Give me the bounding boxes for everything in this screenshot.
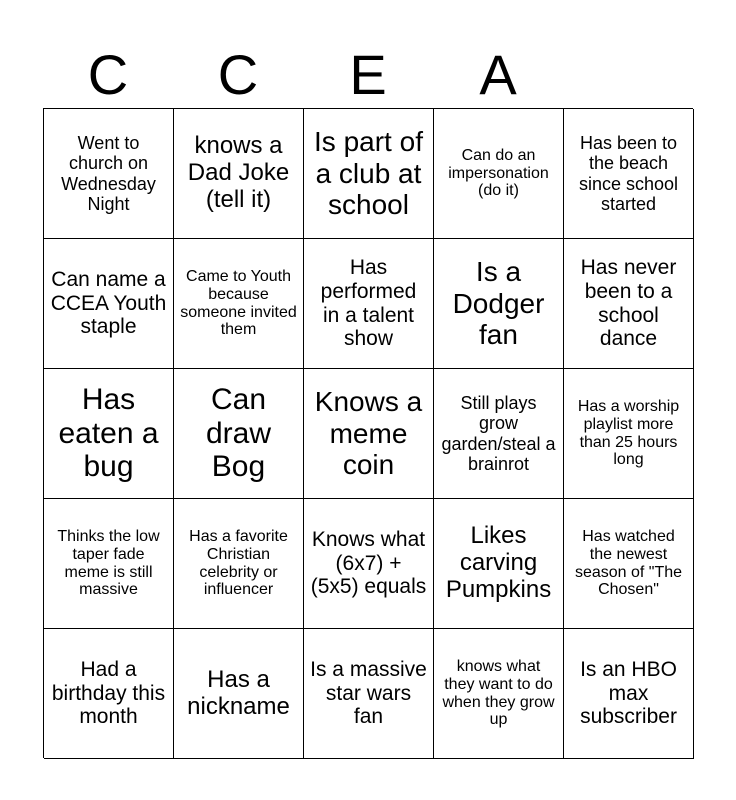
bingo-cell-r2c2[interactable]	[174, 239, 304, 369]
header-letter-2: C	[217, 43, 259, 106]
cell-text: Is a massive star wars fan	[310, 658, 427, 729]
bingo-cell-r3c1[interactable]	[44, 369, 174, 499]
bingo-cell-r4c2[interactable]	[174, 499, 304, 629]
cell-text: knows a Dad Joke (tell it)	[187, 132, 290, 213]
cell-text: Is part of a club at school	[314, 126, 423, 221]
cell-text: Is a Dodger fan	[452, 256, 545, 351]
bingo-cell-r1c3[interactable]	[304, 109, 434, 239]
bingo-cell-r4c4[interactable]	[434, 499, 564, 629]
bingo-board	[43, 108, 693, 758]
cell-text: Had a birthday this month	[51, 658, 166, 729]
bingo-cell-r4c5[interactable]	[564, 499, 694, 629]
cell-text: Went to church on Wednesday Night	[61, 133, 156, 214]
cell-text: Can name a CCEA Youth staple	[50, 268, 167, 339]
bingo-cell-r4c1[interactable]	[44, 499, 174, 629]
bingo-cell-r5c2[interactable]	[174, 629, 304, 759]
bingo-cell-r4c3[interactable]	[304, 499, 434, 629]
header-letter-4: A	[479, 43, 517, 106]
bingo-cell-r2c4[interactable]	[434, 239, 564, 369]
bingo-cell-r2c1[interactable]	[44, 239, 174, 369]
cell-text: Knows a meme coin	[314, 386, 423, 481]
header-letter-1: C	[87, 43, 129, 106]
cell-text: Has been to the beach since school started	[578, 133, 679, 214]
cell-text: Has eaten a bug	[58, 383, 159, 484]
cell-text: Still plays grow garden/steal a brainrot	[441, 393, 556, 474]
bingo-cell-r5c1[interactable]	[44, 629, 174, 759]
bingo-cell-r5c3[interactable]	[304, 629, 434, 759]
bingo-cell-r3c3[interactable]	[304, 369, 434, 499]
cell-text: Thinks the low taper fade meme is still massive	[57, 527, 160, 599]
cell-text: Has never been to a school dance	[580, 256, 677, 351]
cell-text: Has a worship playlist more than 25 hours long	[577, 397, 680, 469]
bingo-cell-r3c4[interactable]	[434, 369, 564, 499]
cell-text: Likes carving Pumpkins	[445, 522, 552, 603]
bingo-cell-r1c4[interactable]	[434, 109, 564, 239]
cell-text: Came to Youth because someone invited them	[180, 267, 297, 339]
cell-text: knows what they want to do when they grow up	[442, 657, 555, 729]
bingo-header	[43, 42, 693, 108]
bingo-cell-r3c2[interactable]	[174, 369, 304, 499]
bingo-cell-r2c5[interactable]	[564, 239, 694, 369]
cell-text: Has watched the newest season of "The Chosen"	[574, 527, 683, 599]
bingo-cell-r3c5[interactable]	[564, 369, 694, 499]
cell-text: Can do an impersonation (do it)	[448, 146, 549, 200]
bingo-cell-r5c4[interactable]	[434, 629, 564, 759]
bingo-cell-r5c5[interactable]	[564, 629, 694, 759]
bingo-cell-r1c2[interactable]	[174, 109, 304, 239]
cell-text: Has a favorite Christian celebrity or influencer	[189, 527, 288, 599]
bingo-cell-r1c1[interactable]	[44, 109, 174, 239]
cell-text: Has performed in a talent show	[320, 256, 417, 351]
cell-text: Can draw Bog	[205, 383, 272, 484]
cell-text: Is an HBO max subscriber	[580, 658, 677, 729]
bingo-cell-r1c5[interactable]	[564, 109, 694, 239]
cell-text: Has a nickname	[187, 665, 290, 720]
header-letter-3: E	[349, 43, 387, 106]
bingo-cell-r2c3[interactable]	[304, 239, 434, 369]
cell-text: Knows what (6x7) + (5x5) equals	[310, 528, 427, 599]
